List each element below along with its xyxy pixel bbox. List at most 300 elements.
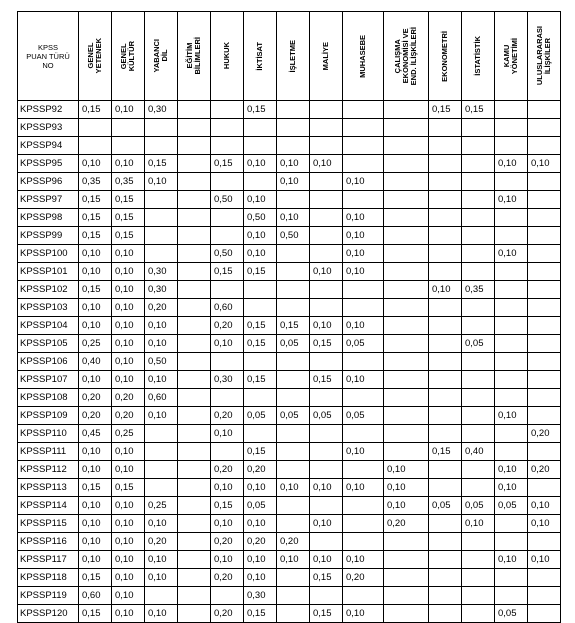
weight-cell: 0,10 <box>112 515 145 533</box>
weight-cell <box>462 425 495 443</box>
weight-cell <box>211 353 244 371</box>
weight-cell: 0,10 <box>211 515 244 533</box>
weight-cell <box>429 335 462 353</box>
weight-cell <box>384 155 429 173</box>
weight-cell: 0,10 <box>528 497 561 515</box>
weight-cell <box>310 137 343 155</box>
weight-cell: 0,10 <box>112 605 145 623</box>
score-type-code: KPSSP99 <box>18 227 79 245</box>
score-type-code: KPSSP101 <box>18 263 79 281</box>
weight-cell <box>277 119 310 137</box>
weight-cell <box>178 371 211 389</box>
weight-cell <box>178 479 211 497</box>
weight-cell: 0,10 <box>145 335 178 353</box>
weight-cell <box>429 137 462 155</box>
weight-cell: 0,10 <box>79 443 112 461</box>
weight-cell: 0,05 <box>495 497 528 515</box>
weight-cell: 0,10 <box>145 551 178 569</box>
weight-cell <box>310 353 343 371</box>
weight-cell <box>495 209 528 227</box>
weight-cell: 0,15 <box>429 443 462 461</box>
weight-cell: 0,10 <box>277 173 310 191</box>
weight-cell: 0,15 <box>244 335 277 353</box>
weight-cell: 0,10 <box>495 407 528 425</box>
weight-cell: 0,30 <box>145 281 178 299</box>
weight-cell: 0,10 <box>145 605 178 623</box>
weight-cell <box>343 425 384 443</box>
weight-cell <box>462 389 495 407</box>
weight-cell <box>462 605 495 623</box>
table-row <box>18 515 561 533</box>
weight-cell: 0,10 <box>277 155 310 173</box>
score-type-code: KPSSP119 <box>18 587 79 605</box>
column-header <box>528 12 561 101</box>
weight-cell <box>429 371 462 389</box>
table-row <box>18 605 561 623</box>
weight-cell <box>244 299 277 317</box>
weight-cell <box>429 515 462 533</box>
weight-cell <box>384 101 429 119</box>
weight-cell <box>211 281 244 299</box>
weight-cell <box>343 299 384 317</box>
table-row <box>18 173 561 191</box>
weight-cell <box>277 461 310 479</box>
weight-cell: 0,10 <box>112 533 145 551</box>
score-type-code: KPSSP109 <box>18 407 79 425</box>
score-type-code: KPSSP94 <box>18 137 79 155</box>
weight-cell <box>528 245 561 263</box>
weight-cell <box>211 119 244 137</box>
weight-cell: 0,05 <box>244 407 277 425</box>
weight-cell <box>462 371 495 389</box>
weight-cell: 0,10 <box>343 263 384 281</box>
weight-cell: 0,10 <box>112 353 145 371</box>
weight-cell <box>495 371 528 389</box>
weight-cell <box>495 137 528 155</box>
weight-cell: 0,15 <box>112 209 145 227</box>
weight-cell <box>495 533 528 551</box>
weight-cell: 0,15 <box>429 101 462 119</box>
weight-cell <box>211 389 244 407</box>
weight-cell: 0,20 <box>211 407 244 425</box>
weight-cell <box>343 155 384 173</box>
weight-cell: 0,20 <box>211 605 244 623</box>
column-header <box>462 12 495 101</box>
weight-cell: 0,10 <box>310 479 343 497</box>
weight-cell: 0,15 <box>79 227 112 245</box>
weight-cell <box>384 119 429 137</box>
weight-cell <box>145 461 178 479</box>
weight-cell <box>528 299 561 317</box>
weight-cell: 0,10 <box>112 587 145 605</box>
weight-cell: 0,15 <box>244 317 277 335</box>
weight-cell: 0,05 <box>277 335 310 353</box>
weight-cell <box>528 353 561 371</box>
weight-cell <box>384 425 429 443</box>
weight-cell <box>277 425 310 443</box>
weight-cell: 0,10 <box>343 317 384 335</box>
weight-cell <box>178 101 211 119</box>
weight-cell <box>429 587 462 605</box>
weight-cell <box>145 191 178 209</box>
column-header <box>211 12 244 101</box>
weight-cell: 0,35 <box>79 173 112 191</box>
header-row <box>18 12 561 101</box>
weight-cell <box>384 245 429 263</box>
weight-cell: 0,10 <box>112 461 145 479</box>
weight-cell <box>528 407 561 425</box>
weight-cell <box>343 497 384 515</box>
weight-cell <box>178 299 211 317</box>
table-row <box>18 155 561 173</box>
weight-cell: 0,10 <box>79 461 112 479</box>
weight-cell: 0,10 <box>343 551 384 569</box>
weight-cell <box>462 173 495 191</box>
weight-cell: 0,10 <box>112 101 145 119</box>
table-row <box>18 425 561 443</box>
weight-cell: 0,10 <box>343 227 384 245</box>
weight-cell <box>429 605 462 623</box>
weight-cell: 0,50 <box>211 245 244 263</box>
score-type-code: KPSSP107 <box>18 371 79 389</box>
weight-cell: 0,10 <box>79 245 112 263</box>
weight-cell <box>310 101 343 119</box>
weight-cell <box>528 443 561 461</box>
weight-cell <box>384 407 429 425</box>
table-row <box>18 263 561 281</box>
weight-cell: 0,30 <box>211 371 244 389</box>
weight-cell <box>495 425 528 443</box>
weight-cell: 0,05 <box>495 605 528 623</box>
score-type-code: KPSSP92 <box>18 101 79 119</box>
weight-cell <box>178 515 211 533</box>
column-header-label: MALİYE <box>321 41 330 71</box>
weight-cell <box>462 263 495 281</box>
weight-cell: 0,10 <box>112 497 145 515</box>
score-type-code: KPSSP108 <box>18 389 79 407</box>
weight-cell <box>145 245 178 263</box>
weight-cell <box>178 137 211 155</box>
weight-cell: 0,15 <box>79 101 112 119</box>
score-type-code: KPSSP116 <box>18 533 79 551</box>
column-header-label: MUHASEBE <box>358 34 367 78</box>
weight-cell: 0,15 <box>244 101 277 119</box>
weight-cell: 0,20 <box>79 407 112 425</box>
weight-cell <box>462 191 495 209</box>
score-type-code: KPSSP118 <box>18 569 79 587</box>
weight-cell: 0,10 <box>79 299 112 317</box>
weight-cell: 0,35 <box>462 281 495 299</box>
score-type-code: KPSSP110 <box>18 425 79 443</box>
weight-cell <box>429 533 462 551</box>
weight-cell <box>310 245 343 263</box>
weight-cell <box>429 461 462 479</box>
weight-cell: 0,10 <box>244 479 277 497</box>
weight-cell: 0,05 <box>462 497 495 515</box>
column-header-label: EKONOMETRİ <box>440 30 449 82</box>
table-row <box>18 497 561 515</box>
weight-cell <box>145 443 178 461</box>
weight-cell <box>310 497 343 515</box>
weight-cell: 0,15 <box>310 371 343 389</box>
weight-cell: 0,10 <box>244 155 277 173</box>
weight-cell: 0,10 <box>112 443 145 461</box>
weight-cell <box>178 335 211 353</box>
weight-cell: 0,20 <box>112 407 145 425</box>
weight-cell <box>310 389 343 407</box>
weight-cell: 0,10 <box>244 569 277 587</box>
weight-cell: 0,10 <box>310 317 343 335</box>
weight-cell <box>277 371 310 389</box>
weight-cell <box>178 551 211 569</box>
weight-cell <box>310 119 343 137</box>
weight-cell: 0,10 <box>112 245 145 263</box>
score-type-code: KPSSP112 <box>18 461 79 479</box>
weight-cell: 0,10 <box>310 263 343 281</box>
weight-cell <box>384 335 429 353</box>
weight-cell <box>384 299 429 317</box>
weight-cell <box>145 137 178 155</box>
weight-cell: 0,10 <box>343 173 384 191</box>
weight-cell: 0,15 <box>277 317 310 335</box>
weight-cell <box>528 371 561 389</box>
weight-cell <box>462 353 495 371</box>
weight-cell: 0,10 <box>343 371 384 389</box>
weight-cell: 0,60 <box>79 587 112 605</box>
weight-cell: 0,60 <box>211 299 244 317</box>
weight-cell: 0,10 <box>343 245 384 263</box>
weight-cell: 0,10 <box>145 407 178 425</box>
weight-cell <box>244 119 277 137</box>
weight-cell <box>462 245 495 263</box>
weight-cell: 0,10 <box>112 335 145 353</box>
weight-cell <box>145 209 178 227</box>
weight-cell: 0,15 <box>79 281 112 299</box>
column-header-label: İSTATİSTİK <box>473 36 482 76</box>
weight-cell <box>495 515 528 533</box>
weight-cell <box>211 137 244 155</box>
weight-cell <box>211 209 244 227</box>
weight-cell <box>528 389 561 407</box>
weight-cell <box>429 299 462 317</box>
weight-cell: 0,10 <box>343 605 384 623</box>
kpss-weights-table <box>17 11 561 623</box>
header-score-type-no <box>18 12 79 101</box>
score-type-code: KPSSP115 <box>18 515 79 533</box>
weight-cell <box>384 569 429 587</box>
score-type-code: KPSSP103 <box>18 299 79 317</box>
score-type-code: KPSSP95 <box>18 155 79 173</box>
weight-cell <box>277 281 310 299</box>
weight-cell: 0,10 <box>145 173 178 191</box>
weight-cell: 0,10 <box>112 551 145 569</box>
weight-cell <box>495 173 528 191</box>
table-row <box>18 389 561 407</box>
weight-cell: 0,15 <box>145 155 178 173</box>
table-row <box>18 551 561 569</box>
weight-cell: 0,10 <box>244 515 277 533</box>
weight-cell: 0,20 <box>244 461 277 479</box>
weight-cell: 0,30 <box>244 587 277 605</box>
column-header <box>277 12 310 101</box>
weight-cell <box>343 101 384 119</box>
weight-cell: 0,15 <box>112 227 145 245</box>
table-row <box>18 479 561 497</box>
weight-cell <box>495 587 528 605</box>
weight-cell <box>277 137 310 155</box>
weight-cell <box>178 533 211 551</box>
weight-cell <box>384 137 429 155</box>
weight-cell <box>277 299 310 317</box>
column-header-label: HUKUK <box>222 42 231 70</box>
weight-cell: 0,25 <box>79 335 112 353</box>
weight-cell: 0,10 <box>79 515 112 533</box>
weight-cell <box>343 533 384 551</box>
weight-cell <box>462 119 495 137</box>
weight-cell <box>528 263 561 281</box>
weight-cell: 0,10 <box>277 551 310 569</box>
weight-cell <box>429 155 462 173</box>
weight-cell: 0,15 <box>310 569 343 587</box>
weight-cell <box>310 173 343 191</box>
weight-cell: 0,10 <box>79 533 112 551</box>
weight-cell: 0,05 <box>277 407 310 425</box>
weight-cell <box>495 299 528 317</box>
weight-cell <box>343 191 384 209</box>
column-header-label: GENEL KÜLTÜR <box>119 40 136 72</box>
weight-cell <box>429 551 462 569</box>
weight-cell <box>343 515 384 533</box>
weight-cell <box>528 533 561 551</box>
weight-cell: 0,20 <box>145 533 178 551</box>
weight-cell <box>310 281 343 299</box>
weight-cell <box>277 515 310 533</box>
table-row <box>18 317 561 335</box>
weight-cell <box>384 371 429 389</box>
weight-cell: 0,15 <box>244 371 277 389</box>
weight-cell: 0,20 <box>112 389 145 407</box>
weight-cell <box>244 281 277 299</box>
weight-cell: 0,20 <box>384 515 429 533</box>
weight-cell: 0,10 <box>244 551 277 569</box>
score-type-code: KPSSP102 <box>18 281 79 299</box>
weight-cell <box>528 479 561 497</box>
column-header <box>79 12 112 101</box>
weight-cell <box>495 281 528 299</box>
weight-cell: 0,20 <box>211 533 244 551</box>
weight-cell <box>211 101 244 119</box>
weight-cell: 0,10 <box>495 191 528 209</box>
weight-cell: 0,10 <box>211 551 244 569</box>
weight-cell: 0,10 <box>112 155 145 173</box>
weight-cell: 0,20 <box>277 533 310 551</box>
weight-cell <box>178 281 211 299</box>
weight-cell <box>528 191 561 209</box>
weight-cell: 0,15 <box>79 209 112 227</box>
weight-cell <box>462 317 495 335</box>
weight-cell <box>244 389 277 407</box>
weight-cell <box>310 227 343 245</box>
weight-cell <box>145 479 178 497</box>
weight-cell: 0,15 <box>310 335 343 353</box>
weight-cell: 0,50 <box>145 353 178 371</box>
weight-cell <box>528 101 561 119</box>
weight-cell: 0,10 <box>112 569 145 587</box>
weight-cell: 0,10 <box>112 317 145 335</box>
weight-cell <box>343 461 384 479</box>
weight-cell <box>429 227 462 245</box>
column-header-label: EĞİTİM BİLİMLERİ <box>185 37 202 75</box>
weight-cell <box>462 569 495 587</box>
weight-cell: 0,15 <box>211 155 244 173</box>
weight-cell <box>178 389 211 407</box>
weight-cell <box>384 173 429 191</box>
weight-cell <box>384 281 429 299</box>
weight-cell <box>178 407 211 425</box>
weight-cell <box>178 191 211 209</box>
weight-cell <box>495 335 528 353</box>
weight-cell <box>244 353 277 371</box>
weight-cell: 0,10 <box>528 515 561 533</box>
table-row <box>18 587 561 605</box>
weight-cell <box>178 353 211 371</box>
table-row <box>18 281 561 299</box>
weight-cell: 0,05 <box>429 497 462 515</box>
weight-cell: 0,10 <box>79 155 112 173</box>
weight-cell <box>462 533 495 551</box>
weight-cell <box>528 335 561 353</box>
weight-cell: 0,10 <box>79 371 112 389</box>
weight-cell: 0,10 <box>112 299 145 317</box>
table-row <box>18 119 561 137</box>
weight-cell <box>462 209 495 227</box>
weight-cell <box>343 281 384 299</box>
column-header <box>178 12 211 101</box>
weight-cell: 0,10 <box>145 371 178 389</box>
weight-cell: 0,15 <box>244 605 277 623</box>
weight-cell: 0,25 <box>145 497 178 515</box>
weight-cell <box>277 389 310 407</box>
weight-cell <box>495 119 528 137</box>
weight-cell <box>528 119 561 137</box>
score-type-code: KPSSP100 <box>18 245 79 263</box>
weight-cell: 0,15 <box>244 443 277 461</box>
table-row <box>18 443 561 461</box>
weight-cell: 0,10 <box>310 515 343 533</box>
weight-cell <box>429 191 462 209</box>
weight-cell <box>277 605 310 623</box>
score-type-code: KPSSP114 <box>18 497 79 515</box>
weight-cell: 0,20 <box>343 569 384 587</box>
weight-cell <box>495 101 528 119</box>
weight-cell <box>495 443 528 461</box>
weight-cell <box>178 497 211 515</box>
weight-cell: 0,15 <box>462 101 495 119</box>
column-header <box>495 12 528 101</box>
weight-cell <box>178 245 211 263</box>
weight-cell <box>384 317 429 335</box>
weight-cell <box>528 605 561 623</box>
weight-cell <box>343 137 384 155</box>
weight-cell <box>495 263 528 281</box>
weight-cell <box>384 263 429 281</box>
weight-cell <box>462 587 495 605</box>
score-type-code: KPSSP97 <box>18 191 79 209</box>
weight-cell <box>277 587 310 605</box>
weight-cell <box>429 119 462 137</box>
weight-cell <box>277 191 310 209</box>
weight-cell: 0,10 <box>112 263 145 281</box>
